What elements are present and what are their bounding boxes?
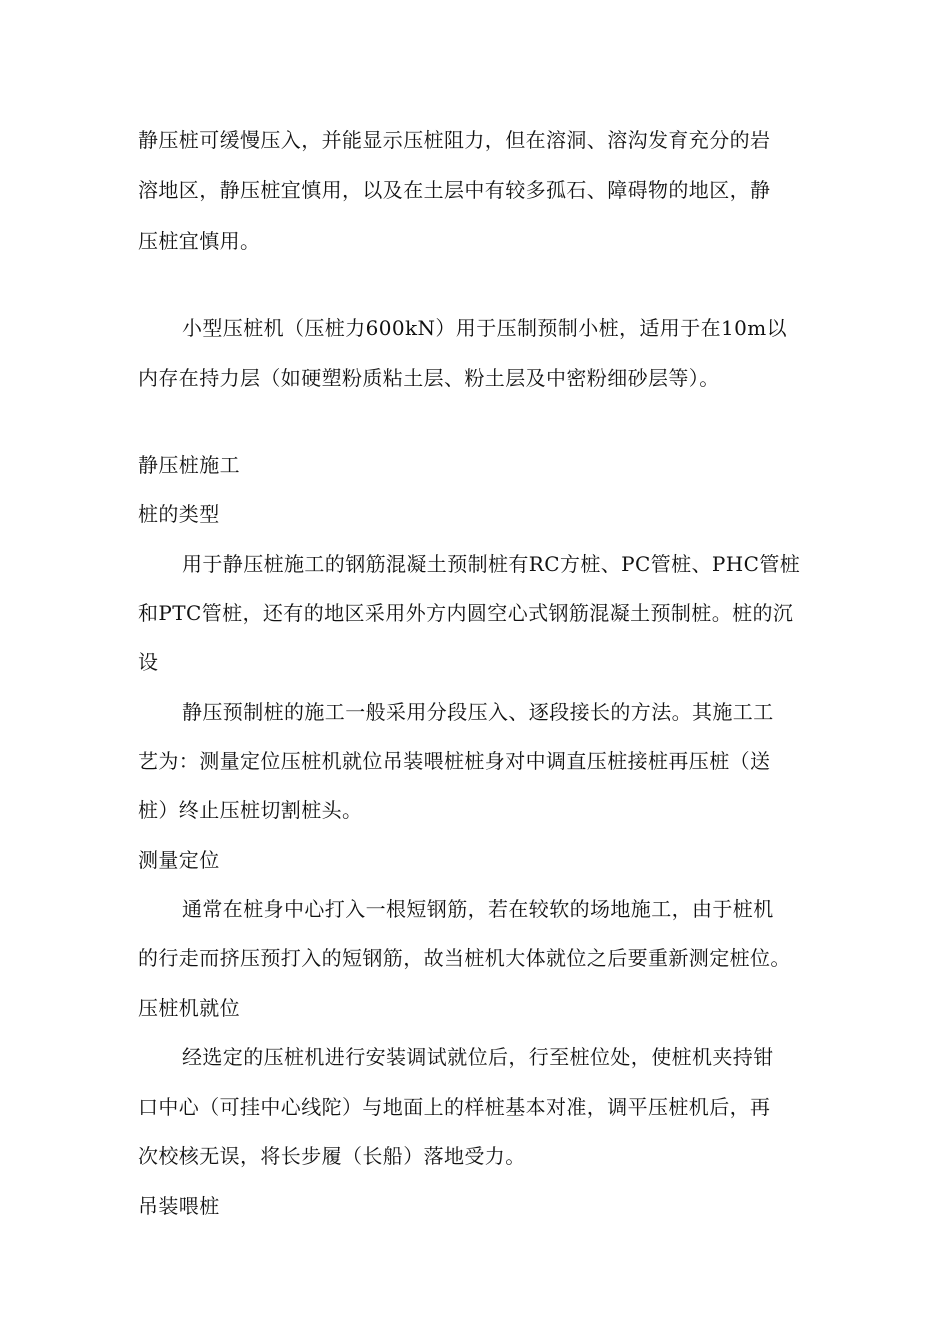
paragraph-method-line-3: 桩）终止压桩切割桩头。 — [138, 798, 363, 822]
paragraph-machine-line-2: 口中心（可挂中心线陀）与地面上的样桩基本对准，调平压桩机后，再 — [138, 1095, 771, 1119]
heading-survey-positioning: 测量定位 — [138, 848, 220, 872]
paragraph-machine-line-1: 经选定的压桩机进行安装调试就位后，行至桩位处，使桩机夹持钳 — [182, 1045, 774, 1069]
paragraph-survey-line-1: 通常在桩身中心打入一根短钢筋，若在较软的场地施工，由于桩机 — [182, 897, 774, 921]
paragraph-method-line-1: 静压预制桩的施工一般采用分段压入、逐段接长的方法。其施工工 — [182, 700, 774, 724]
paragraph-pile-types-line-1: 用于静压桩施工的钢筋混凝土预制桩有RC方桩、PC管桩、PHC管桩 — [182, 552, 801, 576]
heading-static-pile-construction: 静压桩施工 — [138, 453, 240, 477]
paragraph-1-line-3: 压桩宜慎用。 — [138, 229, 261, 253]
paragraph-pile-types-line-2: 和PTC管桩，还有的地区采用外方内圆空心式钢筋混凝土预制桩。桩的沉 — [138, 601, 794, 625]
paragraph-2-line-2: 内存在持力层（如硬塑粉质粘土层、粉土层及中密粉细砂层等）。 — [138, 366, 720, 390]
paragraph-method-line-2: 艺为：测量定位压桩机就位吊装喂桩桩身对中调直压桩接桩再压桩（送 — [138, 749, 771, 773]
paragraph-1-line-2: 溶地区，静压桩宜慎用，以及在土层中有较多孤石、障碍物的地区，静 — [138, 178, 771, 202]
paragraph-survey-line-2: 的行走而挤压预打入的短钢筋，故当桩机大体就位之后要重新测定桩位。 — [138, 946, 791, 970]
heading-machine-positioning: 压桩机就位 — [138, 996, 240, 1020]
paragraph-2-line-1: 小型压桩机（压桩力600kN）用于压制预制小桩，适用于在10m以 — [182, 316, 788, 340]
heading-pile-types: 桩的类型 — [138, 502, 220, 526]
paragraph-1-line-1: 静压桩可缓慢压入，并能显示压桩阻力，但在溶洞、溶沟发育充分的岩 — [138, 128, 771, 152]
paragraph-pile-types-line-3: 设 — [138, 650, 159, 674]
heading-lifting-feeding: 吊装喂桩 — [138, 1194, 220, 1218]
paragraph-machine-line-3: 次校核无误，将长步履（长船）落地受力。 — [138, 1144, 526, 1168]
